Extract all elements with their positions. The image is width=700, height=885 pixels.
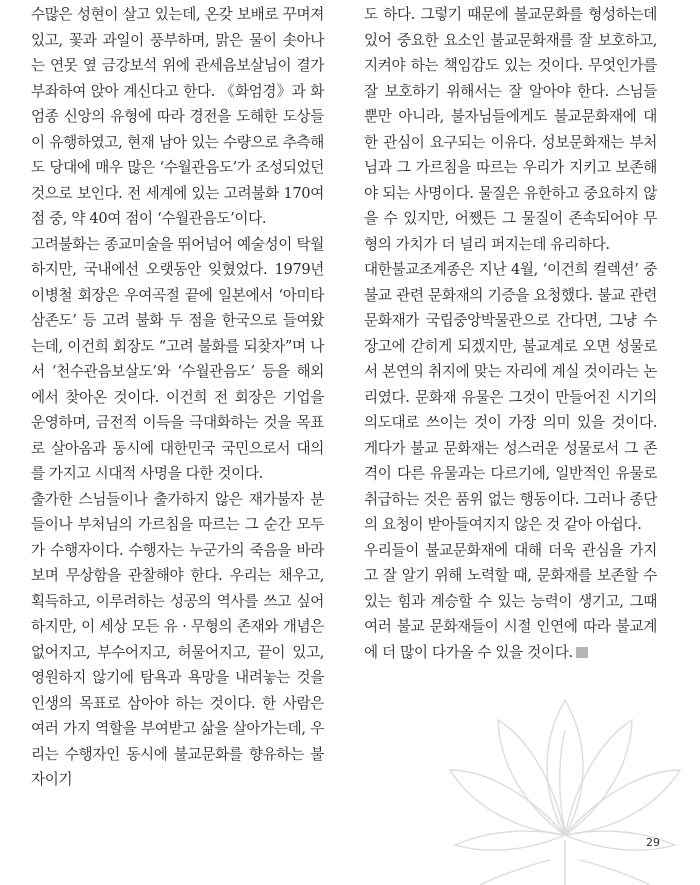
paragraph-text: 우리들이 불교문화재에 대해 더욱 관심을 가지고 잘 알기 위해 노력할 때, 문화재를 보존할 수 있는 힘과 계승할 수 있는 능력이 생기고, 그때 여러 불교 문화재들이 시절 인연에 따라 불교계에 더 많이 다가올 수 있을 것이다. bbox=[364, 541, 657, 661]
right-column bbox=[364, 2, 657, 665]
end-mark-icon bbox=[576, 647, 588, 658]
left-column bbox=[31, 2, 324, 793]
paragraph: 출가한 스님들이나 출가하지 않은 재가불자 분들이나 부처님의 가르침을 따르는 그 순간 모두가 수행자이다. 수행자는 누군가의 죽음을 바라보며 무상함을 관찰해야 한다. 우리는 채우고, 획득하고, 이루려하는 성공의 역사를 쓰고 싶어 하지만, 이 세상 모든 유 · 무형의 존재와 개념은 없어지고, 부수어지고, 허물어지고, 끝이 있고, 영원하지 않기에 탐욕과 욕망을 내려놓는 것을 인생의 목표로 삼아야 하는 것이다. 한 사람은 여러 가지 역할을 부여받고 삶을 살아가는데, 우리는 수행자인 동시에 불교문화를 향유하는 불자이기 bbox=[31, 490, 324, 788]
paragraph: 대한불교조계종은 지난 4월, ‘이건희 컬렉션’ 중 불교 관련 문화재의 기증을 요청했다. 불교 관련 문화재가 국립중앙박물관으로 간다면, 그냥 수장고에 갇히게 되겠지만, 불교계로 오면 성물로서 본연의 취지에 맞는 자리에 계실 것이라는 논리였다. 문화재 유물은 그것이 만들어진 시기의 의도대로 쓰이는 것이 가장 의미 있을 것이다. 게다가 불교 문화재는 성스러운 성물로서 그 존격이 다른 유물과는 다르기에, 일반적인 유물로 취급하는 것은 품위 없는 행동이다. 그러나 종단의 요청이 받아들여지지 않은 것 같아 아쉽다. bbox=[364, 261, 657, 533]
page-number: 29 bbox=[646, 836, 660, 849]
paragraph: 수많은 성현이 살고 있는데, 온갖 보배로 꾸며져 있고, 꽃과 과일이 풍부하며, 맑은 물이 솟아나는 연못 옆 금강보석 위에 관세음보살님이 결가부좌하여 앉아 계신다고 한다. 《화엄경》과 화엄종 신앙의 유형에 따라 경전을 도해한 도상들이 유행하였고, 현재 남아 있는 수량으로 추측해도 당대에 매우 많은 ‘수월관음도’가 조성되었던 것으로 보인다. 전 세계에 있는 고려불화 170여 점 중, 약 40여 점이 ‘수월관음도’이다. bbox=[31, 6, 324, 227]
paragraph-final bbox=[364, 538, 657, 666]
paragraph: 도 하다. 그렇기 때문에 불교문화를 형성하는데 있어 중요한 요소인 불교문화재를 잘 보호하고, 지켜야 하는 책임감도 있는 것이다. 무엇인가를 잘 보호하기 위해서는 잘 알아야 한다. 스님들 뿐만 아니라, 불자님들에게도 불교문화재에 대한 관심이 요구되는 이유다. 성보문화재는 부처님과 그 가르침을 따르는 우리가 지키고 보존해야 되는 사명이다. 물질은 유한하고 중요하지 않을 수 있지만, 어쨌든 그 물질이 존속되어야 무형의 가치가 더 널리 퍼지는데 유리하다. bbox=[364, 6, 657, 253]
lotus-flower-watermark bbox=[430, 660, 700, 885]
paragraph: 고려불화는 종교미술을 뛰어넘어 예술성이 탁월하지만, 국내에선 오랫동안 잊혔었다. 1979년 이병철 회장은 우여곡절 끝에 일본에서 ‘아미타삼존도’ 등 고려 불화 두 점을 한국으로 들여왔는데, 이건희 회장도 “고려 불화를 되찾자”며 나서 ‘천수관음보살도’와 ‘수월관음도’ 등을 해외에서 찾아온 것이다. 이건희 전 회장은 기업을 운영하며, 금전적 이득을 극대화하는 것을 목표로 살아옴과 동시에 대한민국 국민으로서 대의를 가지고 시대적 사명을 다한 것이다. bbox=[31, 235, 324, 482]
